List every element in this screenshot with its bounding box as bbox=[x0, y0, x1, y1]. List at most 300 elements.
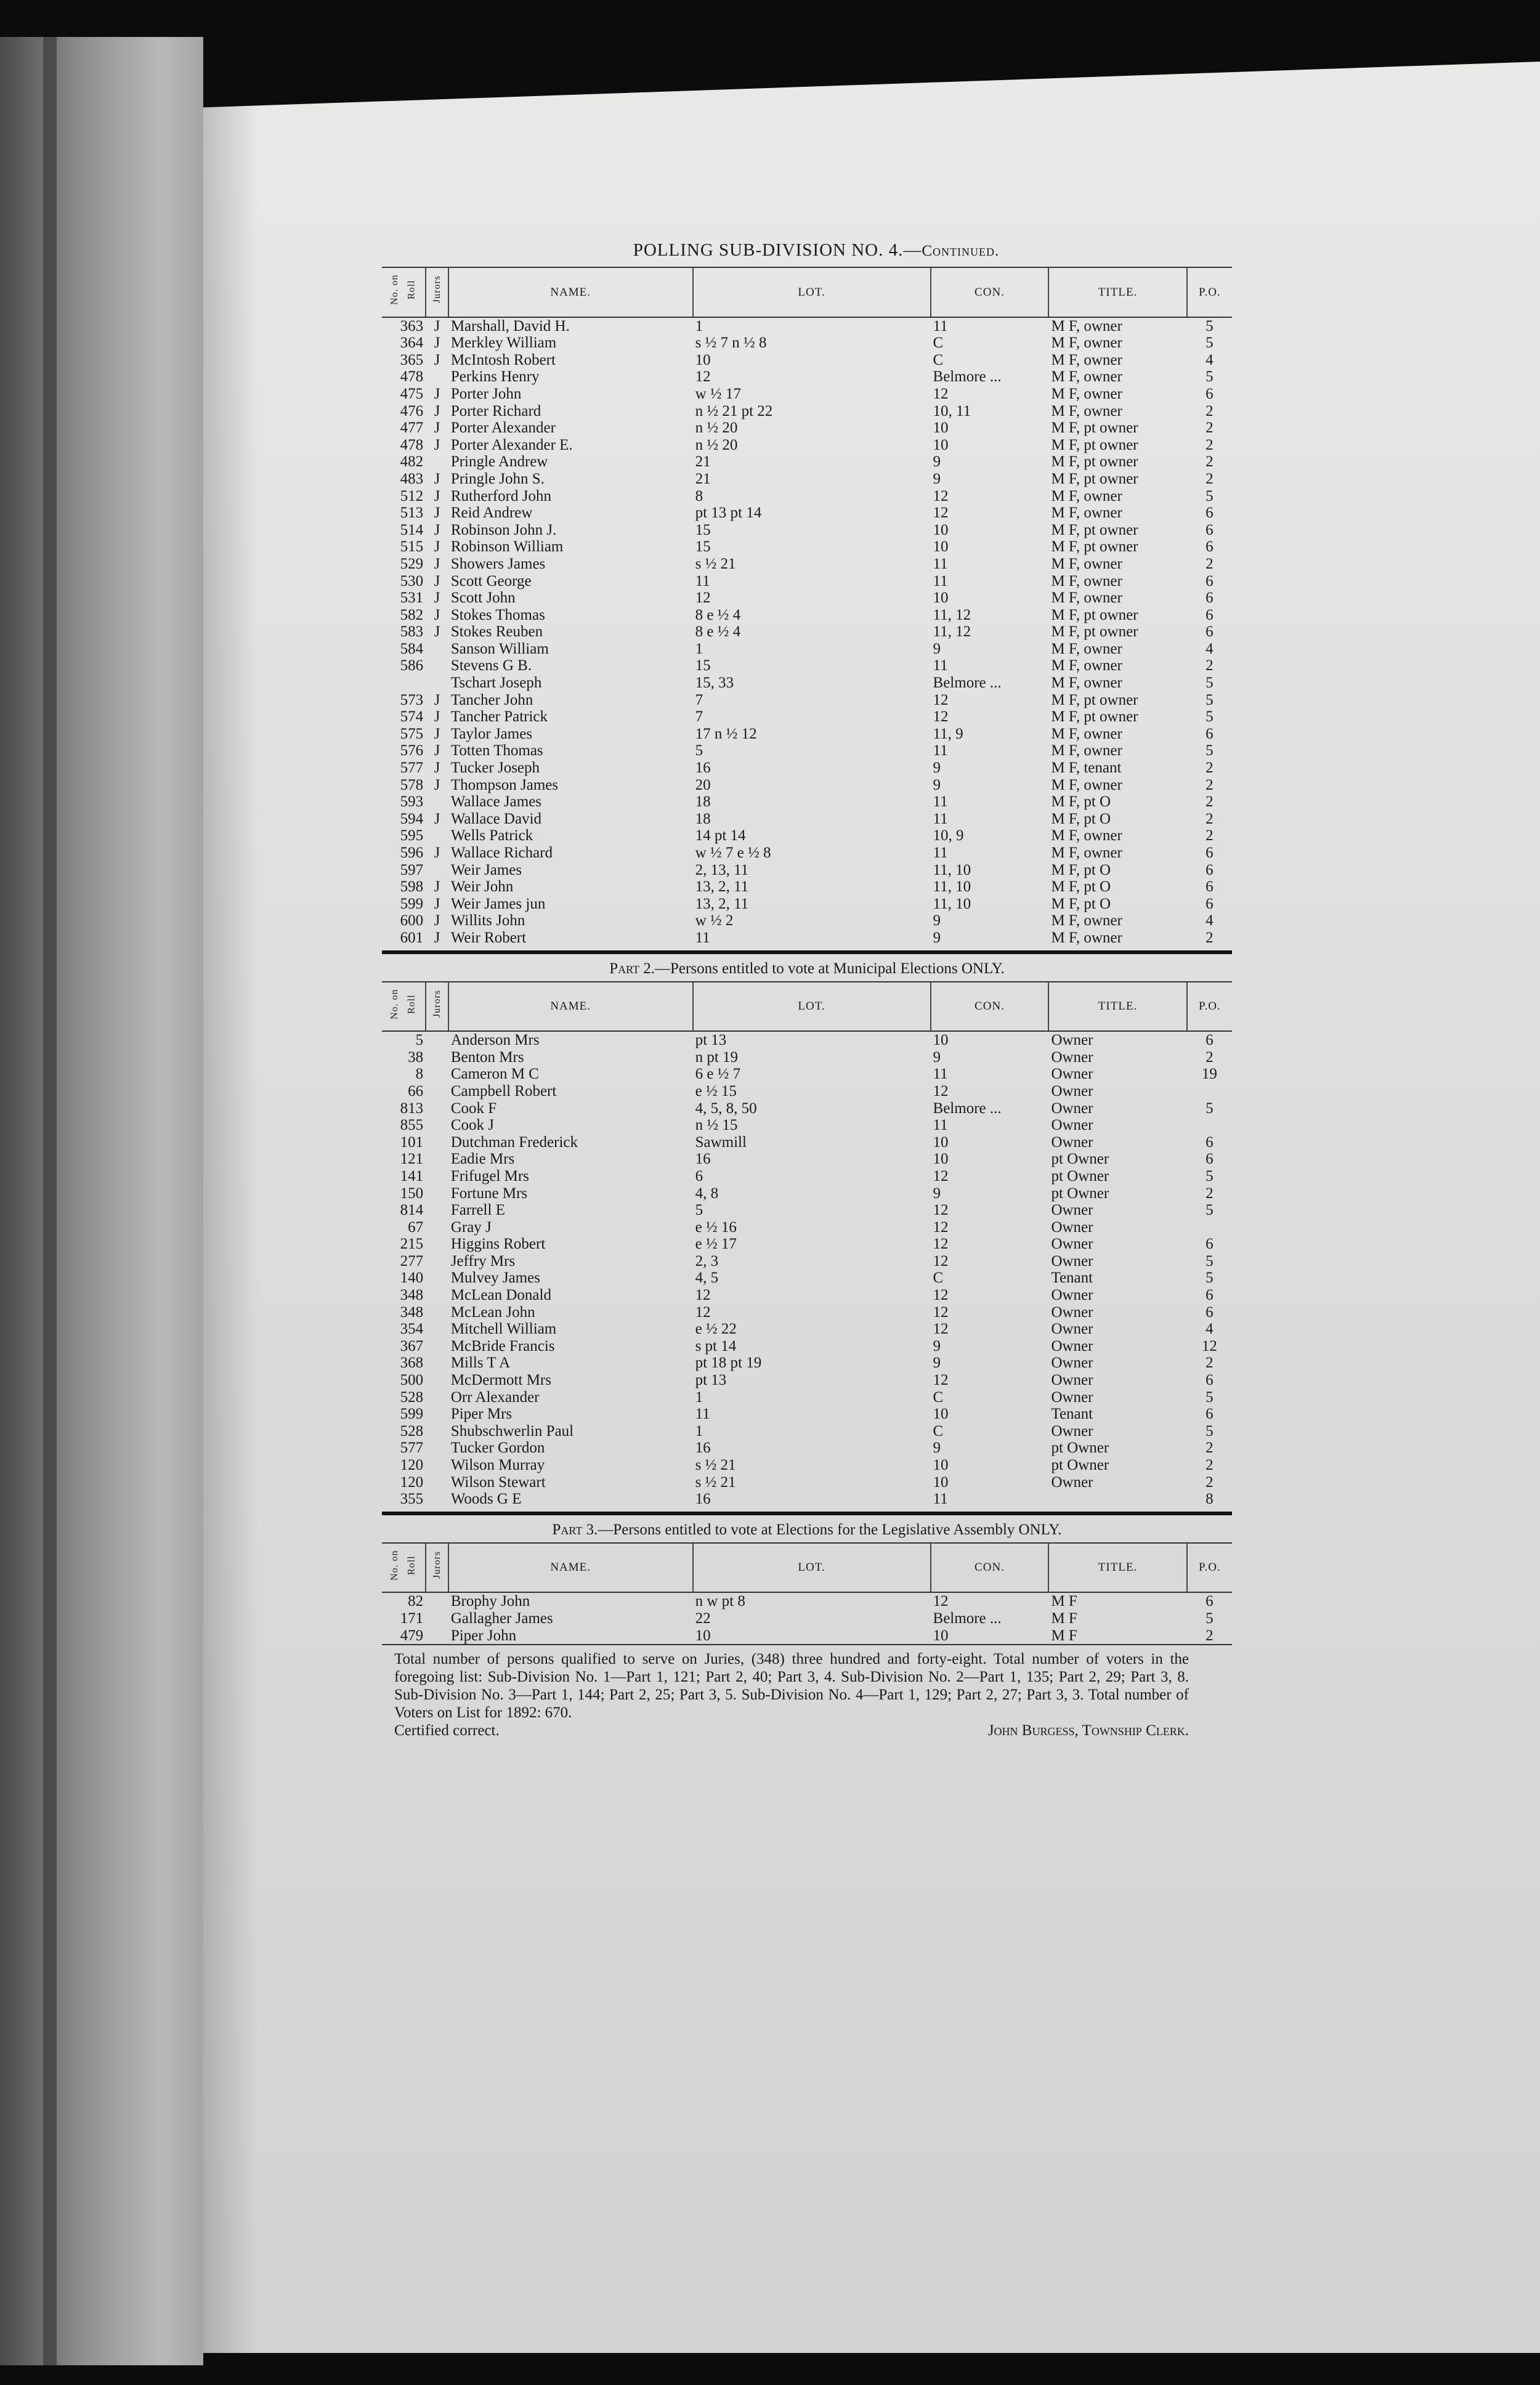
po-value: 12 bbox=[1201, 1337, 1217, 1354]
juror-mark bbox=[426, 1354, 448, 1372]
lot-value: 13, 2, 11 bbox=[695, 895, 749, 912]
po-value: 4 bbox=[1206, 351, 1214, 368]
title-value bbox=[1048, 1491, 1186, 1508]
voter-name: Orr Alexander bbox=[450, 1388, 540, 1406]
title-value: M F, owner bbox=[1051, 402, 1122, 419]
juror-mark bbox=[426, 1474, 448, 1491]
voter-row bbox=[382, 793, 1232, 811]
po-value: 5 bbox=[1206, 1202, 1214, 1219]
juror-mark: J bbox=[434, 912, 440, 929]
title-value: M F, pt O bbox=[1051, 793, 1111, 811]
juror-mark: J bbox=[434, 895, 440, 912]
title-value: Owner bbox=[1051, 1236, 1093, 1253]
title-value: Owner bbox=[1051, 1422, 1093, 1440]
lot-value: pt 18 pt 19 bbox=[695, 1354, 762, 1372]
lot-value: 16 bbox=[695, 1440, 711, 1457]
po-value: 5 bbox=[1206, 487, 1214, 504]
po-value bbox=[1187, 1083, 1232, 1100]
lot-value: 1 bbox=[695, 317, 703, 334]
voter-row bbox=[382, 674, 1232, 692]
po-value: 6 bbox=[1206, 1236, 1214, 1253]
con-value: 12 bbox=[933, 1321, 949, 1338]
po-value: 4 bbox=[1206, 640, 1214, 657]
voter-name: Showers James bbox=[450, 555, 546, 572]
lot-value: pt 13 bbox=[695, 1372, 727, 1389]
roll-number: 120 bbox=[400, 1473, 424, 1491]
juror-mark bbox=[426, 1592, 448, 1610]
voter-name: Marshall, David H. bbox=[450, 317, 570, 334]
voter-row bbox=[382, 1474, 1232, 1491]
roll-number: 513 bbox=[400, 504, 424, 522]
po-value: 6 bbox=[1206, 1372, 1214, 1389]
roll-number: 67 bbox=[408, 1218, 424, 1236]
juror-mark: J bbox=[434, 708, 440, 726]
part1-header-row bbox=[382, 268, 1232, 317]
po-value: 6 bbox=[1206, 1287, 1214, 1304]
con-value: 12 bbox=[933, 1236, 949, 1253]
po-value: 5 bbox=[1206, 334, 1214, 352]
title-value: M F, owner bbox=[1051, 351, 1122, 368]
roll-number: 479 bbox=[400, 1627, 424, 1644]
title-value: M F, pt O bbox=[1051, 878, 1111, 896]
heading-title: POLLING SUB-DIVISION NO. 4.— bbox=[633, 240, 922, 260]
part3-heading bbox=[382, 1519, 1232, 1542]
voter-row bbox=[382, 556, 1232, 573]
title-value: M F, owner bbox=[1051, 742, 1122, 759]
voter-row bbox=[382, 896, 1232, 913]
lot-value: 2, 3 bbox=[695, 1252, 719, 1269]
voter-name: Wallace David bbox=[450, 810, 542, 827]
voter-row bbox=[382, 912, 1232, 929]
voter-name: Rutherford John bbox=[450, 487, 551, 504]
lot-value: 12 bbox=[695, 589, 711, 607]
voter-name: Tschart Joseph bbox=[450, 674, 542, 692]
voter-name: Robinson John J. bbox=[450, 521, 557, 538]
juror-mark bbox=[426, 1491, 448, 1508]
voter-row bbox=[382, 1236, 1232, 1253]
con-value: 10 bbox=[933, 1457, 949, 1473]
juror-mark bbox=[426, 368, 448, 386]
title-value: Owner bbox=[1051, 1354, 1093, 1372]
voter-row bbox=[382, 573, 1232, 590]
juror-mark bbox=[426, 1287, 448, 1304]
lot-value: 5 bbox=[695, 1202, 703, 1219]
voter-row bbox=[382, 1134, 1232, 1151]
voter-row bbox=[382, 777, 1232, 794]
roll-number: 577 bbox=[400, 1440, 424, 1457]
voter-row bbox=[382, 692, 1232, 709]
heading-continued: Continued. bbox=[922, 243, 1000, 259]
voter-name: Jeffry Mrs bbox=[450, 1252, 516, 1269]
po-value: 2 bbox=[1206, 1184, 1214, 1202]
voter-row bbox=[382, 419, 1232, 437]
juror-mark bbox=[426, 1134, 448, 1151]
juror-mark: J bbox=[434, 504, 440, 522]
lot-value: 11 bbox=[695, 572, 710, 589]
juror-mark: J bbox=[434, 317, 440, 334]
lot-value: 15 bbox=[695, 538, 711, 556]
po-value: 4 bbox=[1206, 1321, 1214, 1338]
voter-row bbox=[382, 726, 1232, 743]
voter-row bbox=[382, 1185, 1232, 1202]
po-value: 2 bbox=[1206, 470, 1214, 487]
voter-row bbox=[382, 759, 1232, 777]
lot-value: 20 bbox=[695, 776, 711, 793]
lot-value: n w pt 8 bbox=[695, 1593, 745, 1610]
roll-number: 530 bbox=[400, 572, 424, 589]
po-value: 2 bbox=[1206, 810, 1214, 827]
po-value: 2 bbox=[1206, 657, 1214, 674]
rule bbox=[382, 1512, 1232, 1515]
voter-row bbox=[382, 488, 1232, 505]
title-value: pt Owner bbox=[1051, 1457, 1109, 1473]
roll-number: 593 bbox=[400, 793, 424, 811]
voter-row bbox=[382, 1168, 1232, 1185]
roll-number: 577 bbox=[400, 759, 424, 777]
voter-name: McIntosh Robert bbox=[450, 351, 556, 368]
lot-value: 16 bbox=[695, 1151, 711, 1168]
voter-name: Tucker Gordon bbox=[450, 1440, 545, 1457]
lot-value: w ½ 7 e ½ 8 bbox=[695, 844, 771, 861]
title-value: M F, owner bbox=[1051, 317, 1122, 334]
col-title: TITLE. bbox=[1048, 1544, 1186, 1593]
lot-value: s ½ 21 bbox=[695, 1457, 736, 1473]
title-value: Owner bbox=[1051, 1473, 1093, 1491]
voter-row bbox=[382, 1321, 1232, 1338]
po-value: 2 bbox=[1206, 827, 1214, 844]
title-value: M F, owner bbox=[1051, 555, 1122, 572]
title-value: Owner bbox=[1051, 1048, 1093, 1066]
po-value: 5 bbox=[1206, 368, 1214, 386]
roll-number: 121 bbox=[400, 1151, 424, 1168]
voter-name: Porter Richard bbox=[450, 402, 541, 419]
po-value: 6 bbox=[1206, 385, 1214, 402]
col-name: NAME. bbox=[448, 1544, 693, 1593]
po-value: 2 bbox=[1206, 1440, 1214, 1457]
juror-mark: J bbox=[434, 776, 440, 793]
juror-mark bbox=[426, 1219, 448, 1236]
voter-name: Merkley William bbox=[450, 334, 557, 352]
con-value: 10, 9 bbox=[933, 827, 964, 844]
con-value: 10 bbox=[933, 1133, 949, 1151]
voter-row bbox=[382, 589, 1232, 607]
po-value: 5 bbox=[1206, 1269, 1214, 1287]
con-value: 10, 11 bbox=[933, 402, 971, 419]
voter-row bbox=[382, 1440, 1232, 1457]
title-value: M F, owner bbox=[1051, 385, 1122, 402]
voter-row bbox=[382, 1338, 1232, 1355]
roll-number: 66 bbox=[408, 1082, 424, 1099]
voter-row bbox=[382, 334, 1232, 352]
voter-name: Wilson Stewart bbox=[450, 1473, 546, 1491]
title-value: M F bbox=[1051, 1593, 1077, 1610]
voter-name: McLean John bbox=[450, 1303, 535, 1321]
con-value: 12 bbox=[933, 1372, 949, 1389]
roll-number: 5 bbox=[415, 1032, 424, 1049]
con-value: Belmore ... bbox=[933, 1610, 1002, 1627]
voter-name: Thompson James bbox=[450, 776, 559, 793]
part1-body bbox=[382, 317, 1232, 947]
juror-mark: J bbox=[434, 691, 440, 708]
title-value: Owner bbox=[1051, 1218, 1093, 1236]
juror-mark: J bbox=[434, 572, 440, 589]
title-value: Tenant bbox=[1051, 1269, 1093, 1287]
juror-mark bbox=[426, 1066, 448, 1083]
title-value: M F, pt owner bbox=[1051, 623, 1138, 641]
juror-mark bbox=[426, 1168, 448, 1185]
po-value: 2 bbox=[1206, 555, 1214, 572]
lot-value: 2, 13, 11 bbox=[695, 861, 749, 878]
po-value: 6 bbox=[1206, 1133, 1214, 1151]
lot-value: s pt 14 bbox=[695, 1337, 737, 1354]
lot-value: 6 bbox=[695, 1167, 703, 1184]
po-value: 6 bbox=[1206, 606, 1214, 623]
po-value: 2 bbox=[1206, 419, 1214, 437]
po-value: 2 bbox=[1206, 1457, 1214, 1473]
part3-header-row bbox=[382, 1544, 1232, 1593]
title-value: Owner bbox=[1051, 1388, 1093, 1406]
juror-mark bbox=[426, 1031, 448, 1049]
juror-mark: J bbox=[434, 844, 440, 861]
title-value: Tenant bbox=[1051, 1406, 1093, 1423]
col-lot: LOT. bbox=[693, 1544, 931, 1593]
con-value: 11, 9 bbox=[933, 725, 963, 742]
voter-name: Taylor James bbox=[450, 725, 533, 742]
certified-text: Certified correct. bbox=[394, 1722, 500, 1739]
con-value: 9 bbox=[933, 1354, 941, 1372]
voter-row bbox=[382, 607, 1232, 624]
con-value: 10 bbox=[933, 1032, 949, 1049]
roll-number: 363 bbox=[400, 317, 424, 334]
voter-name: Stokes Thomas bbox=[450, 606, 545, 623]
con-value: Belmore ... bbox=[933, 368, 1002, 386]
title-value: Owner bbox=[1051, 1133, 1093, 1151]
voter-row bbox=[382, 1610, 1232, 1627]
voter-row bbox=[382, 1304, 1232, 1321]
roll-number: 150 bbox=[400, 1184, 424, 1202]
voter-name: Porter Alexander bbox=[450, 419, 556, 437]
juror-mark: J bbox=[434, 810, 440, 827]
po-value: 5 bbox=[1206, 317, 1214, 334]
col-name: NAME. bbox=[448, 268, 693, 317]
con-value: 11, 10 bbox=[933, 878, 971, 896]
roll-number: 855 bbox=[400, 1117, 424, 1134]
part2-header-row bbox=[382, 982, 1232, 1032]
voter-row bbox=[382, 641, 1232, 658]
roll-number: 584 bbox=[400, 640, 424, 657]
col-no: No. on Roll bbox=[389, 1550, 418, 1581]
con-value: C bbox=[933, 1269, 944, 1287]
voter-row bbox=[382, 1253, 1232, 1270]
voter-name: McLean Donald bbox=[450, 1287, 551, 1304]
juror-mark bbox=[426, 793, 448, 811]
roll-number: 574 bbox=[400, 708, 424, 726]
roll-number: 586 bbox=[400, 657, 424, 674]
voter-row bbox=[382, 403, 1232, 420]
voter-row bbox=[382, 504, 1232, 522]
lot-value: 8 bbox=[695, 487, 703, 504]
po-value: 6 bbox=[1206, 861, 1214, 878]
title-value: M F, owner bbox=[1051, 368, 1122, 386]
col-no: No. on Roll bbox=[389, 988, 418, 1019]
title-value: Owner bbox=[1051, 1032, 1093, 1049]
roll-number: 576 bbox=[400, 742, 424, 759]
part3-table bbox=[382, 1544, 1232, 1644]
roll-number: 476 bbox=[400, 402, 424, 419]
lot-value: 21 bbox=[695, 470, 711, 487]
con-value: 9 bbox=[933, 1048, 941, 1066]
voter-name: Mitchell William bbox=[450, 1321, 557, 1338]
roll-number: 140 bbox=[400, 1269, 424, 1287]
roll-number: 597 bbox=[400, 861, 424, 878]
voter-name: Gray J bbox=[450, 1218, 492, 1236]
lot-value: 1 bbox=[695, 640, 703, 657]
voter-name: Stokes Reuben bbox=[450, 623, 543, 641]
title-value: M F, owner bbox=[1051, 844, 1122, 861]
col-jurors: Jurors bbox=[431, 990, 442, 1018]
voter-name: Fortune Mrs bbox=[450, 1184, 528, 1202]
lot-value: e ½ 15 bbox=[695, 1082, 737, 1099]
con-value: 9 bbox=[933, 759, 941, 777]
title-value: M F, owner bbox=[1051, 334, 1122, 352]
po-value: 2 bbox=[1206, 776, 1214, 793]
col-con: CON. bbox=[931, 982, 1049, 1032]
voter-name: Farrell E bbox=[450, 1202, 505, 1219]
lot-value: 16 bbox=[695, 759, 711, 777]
part2-heading bbox=[382, 958, 1232, 981]
voter-name: Cook J bbox=[450, 1117, 494, 1134]
voter-row bbox=[382, 317, 1232, 335]
con-value: Belmore ... bbox=[933, 674, 1002, 692]
con-value: 12 bbox=[933, 1303, 949, 1321]
roll-number: 515 bbox=[400, 538, 424, 556]
title-value: Owner bbox=[1051, 1117, 1093, 1134]
lot-value: 4, 5 bbox=[695, 1269, 719, 1287]
lot-value: n ½ 20 bbox=[695, 419, 738, 437]
voter-row bbox=[382, 1592, 1232, 1610]
title-value: M F, owner bbox=[1051, 589, 1122, 607]
juror-mark bbox=[426, 1338, 448, 1355]
voter-name: Dutchman Frederick bbox=[450, 1133, 578, 1151]
con-value: 10 bbox=[933, 1151, 949, 1168]
voter-name: Tancher John bbox=[450, 691, 533, 708]
lot-value: 5 bbox=[695, 742, 703, 759]
con-value: 9 bbox=[933, 776, 941, 793]
voter-name: Shubschwerlin Paul bbox=[450, 1422, 574, 1440]
roll-number: 512 bbox=[400, 487, 424, 504]
voter-row bbox=[382, 386, 1232, 403]
title-value: M F, pt O bbox=[1051, 810, 1111, 827]
voter-name: Sanson William bbox=[450, 640, 549, 657]
con-value: 12 bbox=[933, 1218, 949, 1236]
juror-mark: J bbox=[434, 538, 440, 556]
voter-name: McBride Francis bbox=[450, 1337, 555, 1354]
po-value: 2 bbox=[1206, 1048, 1214, 1066]
roll-number: 141 bbox=[400, 1167, 424, 1184]
voter-row bbox=[382, 1457, 1232, 1474]
po-value: 5 bbox=[1206, 1422, 1214, 1440]
title-value: Owner bbox=[1051, 1303, 1093, 1321]
title-value: M F, pt owner bbox=[1051, 606, 1138, 623]
voter-row bbox=[382, 862, 1232, 879]
con-value: 11 bbox=[933, 317, 948, 334]
totals-footer bbox=[382, 1650, 1189, 1739]
lot-value: 15 bbox=[695, 657, 711, 674]
adjacent-page-edge bbox=[0, 37, 203, 2365]
con-value: 10 bbox=[933, 521, 949, 538]
roll-number: 82 bbox=[408, 1593, 424, 1610]
con-value: 11 bbox=[933, 657, 948, 674]
juror-mark: J bbox=[434, 351, 440, 368]
lot-value: n ½ 21 pt 22 bbox=[695, 402, 773, 419]
title-value: M F, owner bbox=[1051, 674, 1122, 692]
voter-name: Tancher Patrick bbox=[450, 708, 548, 726]
title-value: Owner bbox=[1051, 1321, 1093, 1338]
juror-mark bbox=[426, 1627, 448, 1645]
juror-mark: J bbox=[434, 521, 440, 538]
con-value: C bbox=[933, 1388, 944, 1406]
voter-name: McDermott Mrs bbox=[450, 1372, 551, 1389]
roll-number: 171 bbox=[400, 1610, 424, 1627]
roll-number: 38 bbox=[408, 1048, 424, 1066]
signature-line bbox=[394, 1722, 1189, 1739]
col-jurors: Jurors bbox=[431, 275, 442, 304]
lot-value: 8 e ½ 4 bbox=[695, 606, 741, 623]
lot-value: 1 bbox=[695, 1388, 703, 1406]
lot-value: 11 bbox=[695, 929, 710, 946]
juror-mark bbox=[426, 1304, 448, 1321]
po-value: 2 bbox=[1206, 759, 1214, 777]
voter-row bbox=[382, 352, 1232, 369]
part3-body bbox=[382, 1592, 1232, 1644]
title-value: pt Owner bbox=[1051, 1151, 1109, 1168]
roll-number: 514 bbox=[400, 521, 424, 538]
title-value: M F bbox=[1051, 1627, 1077, 1644]
juror-mark bbox=[426, 1083, 448, 1100]
roll-number: 583 bbox=[400, 623, 424, 641]
po-value: 5 bbox=[1206, 742, 1214, 759]
voter-name: Weir James bbox=[450, 861, 522, 878]
roll-number: 500 bbox=[400, 1372, 424, 1389]
voter-name: Wilson Murray bbox=[450, 1457, 545, 1473]
roll-number: 578 bbox=[400, 776, 424, 793]
po-value: 6 bbox=[1206, 878, 1214, 896]
title-value: Owner bbox=[1051, 1202, 1093, 1219]
voter-row bbox=[382, 1389, 1232, 1406]
voter-row bbox=[382, 1354, 1232, 1372]
roll-number: 531 bbox=[400, 589, 424, 607]
lot-value: w ½ 17 bbox=[695, 385, 741, 402]
voter-name: Wallace Richard bbox=[450, 844, 553, 861]
roll-number: 596 bbox=[400, 844, 424, 861]
lot-value: s ½ 21 bbox=[695, 1473, 736, 1491]
voter-row bbox=[382, 708, 1232, 726]
lot-value: n pt 19 bbox=[695, 1048, 739, 1066]
voter-row bbox=[382, 1423, 1232, 1440]
voter-name: Porter John bbox=[450, 385, 522, 402]
voter-row bbox=[382, 1491, 1232, 1508]
roll-number: 814 bbox=[400, 1202, 424, 1219]
roll-number: 348 bbox=[400, 1287, 424, 1304]
po-value: 6 bbox=[1206, 1593, 1214, 1610]
con-value: 11 bbox=[933, 1491, 948, 1508]
con-value: 9 bbox=[933, 1440, 941, 1457]
po-value: 2 bbox=[1206, 1627, 1214, 1644]
col-no: No. on Roll bbox=[389, 274, 418, 305]
title-value: M F, pt owner bbox=[1051, 436, 1138, 453]
voter-row bbox=[382, 1151, 1232, 1168]
po-value bbox=[1187, 1117, 1232, 1134]
